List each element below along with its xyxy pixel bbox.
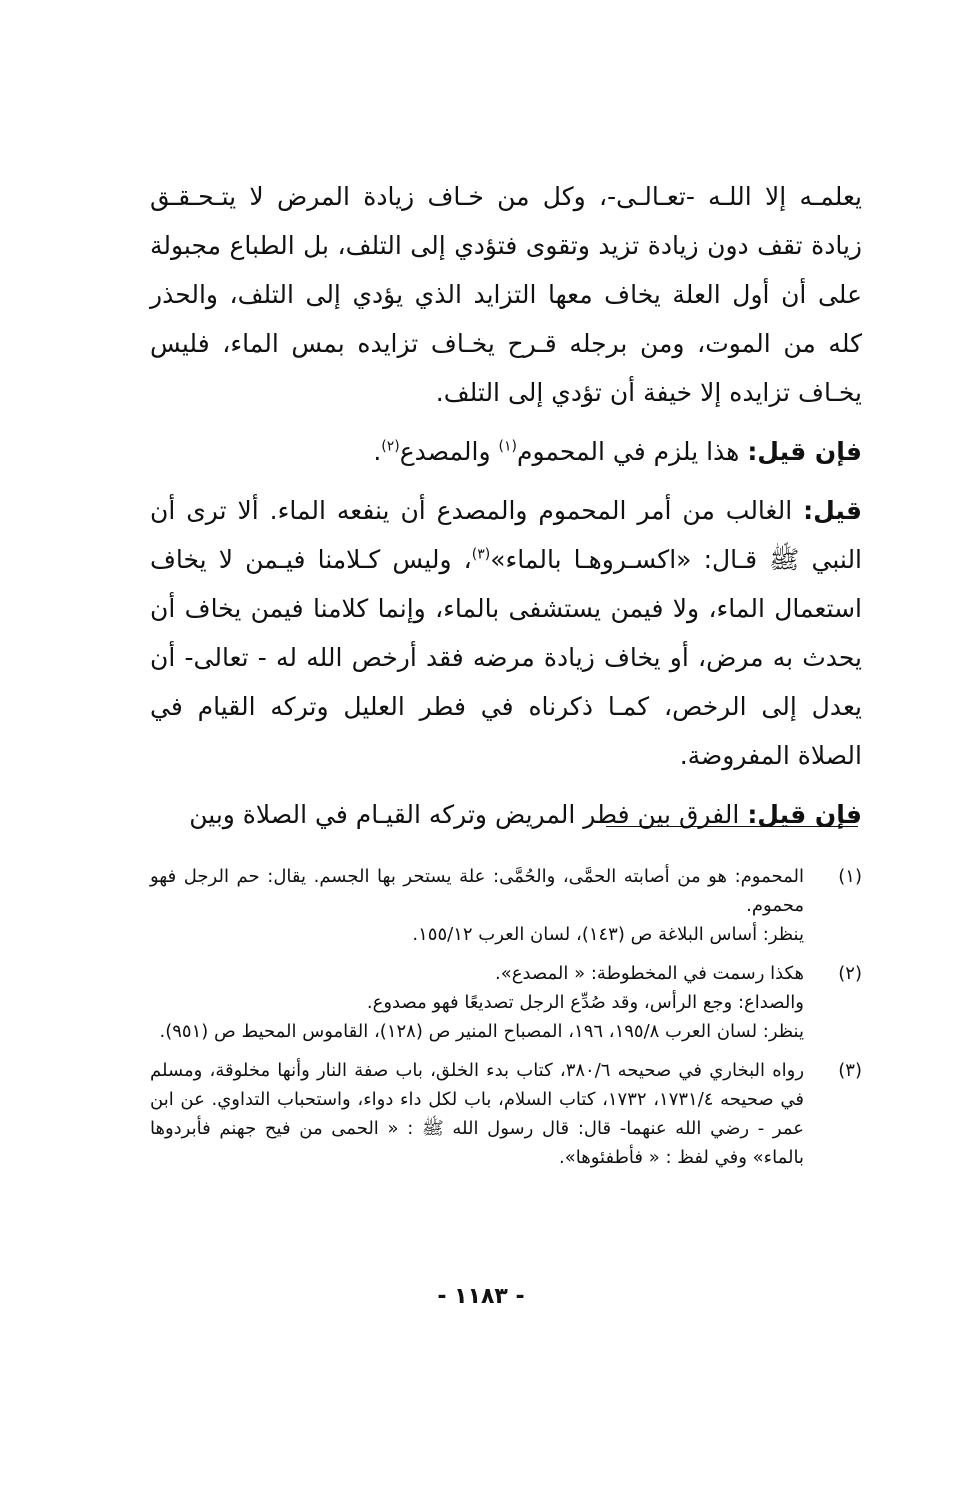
footnote-number: (١)	[838, 866, 862, 887]
footnote-line: ينظر: أساس البلاغة ص (١٤٣)، لسان العرب ١٥٥/١٢.	[412, 924, 804, 945]
paragraph-3	[150, 486, 862, 780]
paragraph-2	[150, 427, 862, 476]
footnote-line: ينظر: لسان العرب ١٩٥/٨، ١٩٦، المصباح المنير ص (١٢٨)، القاموس المحيط ص (٩٥١).	[159, 1021, 804, 1042]
footnote-body	[150, 1056, 804, 1172]
footnote-ref-1[interactable]: (١)	[498, 438, 517, 455]
main-text	[150, 172, 862, 849]
paragraph-2-text-c: .	[373, 437, 382, 466]
footnote-body	[150, 862, 804, 949]
footnote-line: والصداع: وجع الرأس، وقد صُدِّع الرجل تصديعًا فهو مصدوع.	[366, 992, 804, 1013]
footnote-ref-2[interactable]: (٢)	[381, 438, 400, 455]
paragraph-1: يعلمـه إلا اللـه -تعـالـى-، وكل من خـاف زيادة المرض لا يتـحـقـق زيادة تقف دون زيادة تزيد وتقوى فتؤدي إلى التلف، بل الطباع مجبولة على أن أول العلة يخاف معها التزايد الذي يؤدي إلى التلف، والحذر كله من الموت، ومن برجله قـرح يخـاف تزايده بمس الماء، فليس يخـاف تزايده إلا خيفة أن تؤدي إلى التلف.	[150, 182, 862, 407]
footnote-number: (٣)	[838, 1060, 862, 1081]
footnote-line: المحموم: هو من أصابته الحمَّى، والحُمَّى: علة يستحر بها الجسم. يقال: حم الرجل فهو محموم.	[150, 866, 804, 916]
footnote-ref-3[interactable]: (٣)	[471, 546, 491, 563]
footnote-2	[150, 959, 862, 1046]
footnote-3	[150, 1056, 862, 1172]
footnote-1	[150, 862, 862, 949]
footnote-body	[150, 959, 804, 1046]
footnote-divider	[606, 826, 858, 827]
page-number: - ١١٨٣ -	[437, 1284, 525, 1309]
footnote-line: رواه البخاري في صحيحه ٣٨٠/٦، كتاب بدء الخلق، باب صفة النار وأنها مخلوقة، ومسلم في صحيحه ١٧٣١/٤، ١٧٣٢، كتاب السلام، باب لكل داء دواء، واستحباب التداوي. عن ابن عمر - رضي الله عنهما- قال: قال رسول الله ﷺ : « الحمى من فيح جهنم فأبردوها بالماء» وفي لفظ : « فأطفئوها».	[150, 1060, 805, 1168]
paragraph-3-lead: قيل:	[803, 496, 862, 525]
footnote-number: (٢)	[838, 963, 862, 984]
paragraph-4	[150, 790, 862, 839]
paragraph-4-lead: فإن قيل:	[747, 800, 862, 829]
paragraph-4-text: الفرق بين فطر المريض وتركه القيـام في الصلاة وبين	[189, 800, 748, 829]
paragraph-3-text-b: ، وليس كـلامنا فيـمن لا يخاف استعمال الماء، ولا فيمن يستشفى بالماء، وإنما كلامنا فيمن يخاف أن يحدث به مرض، أو يخاف زيادة مرضه فقد أرخص الله له - تعالى- أن يعدل إلى الرخص، كمـا ذكرناه في فطر العليل وتركه القيام في الصلاة المفروضة.	[150, 545, 862, 770]
paragraph-2-text-a: هذا يلزم في المحموم	[516, 437, 748, 466]
paragraph-2-text-b: والمصدع	[399, 437, 499, 466]
paragraph-2-lead: فإن قيل:	[747, 437, 862, 466]
footnote-line: هكذا رسمت في المخطوطة: « المصدع».	[494, 963, 804, 984]
footnotes	[150, 862, 862, 1182]
paragraph-3-text-a: الغالب من أمر المحموم والمصدع أن ينفعه الماء. ألا ترى أن النبي ﷺ قـال: «اكسـروهـا بالماء»	[150, 496, 863, 574]
